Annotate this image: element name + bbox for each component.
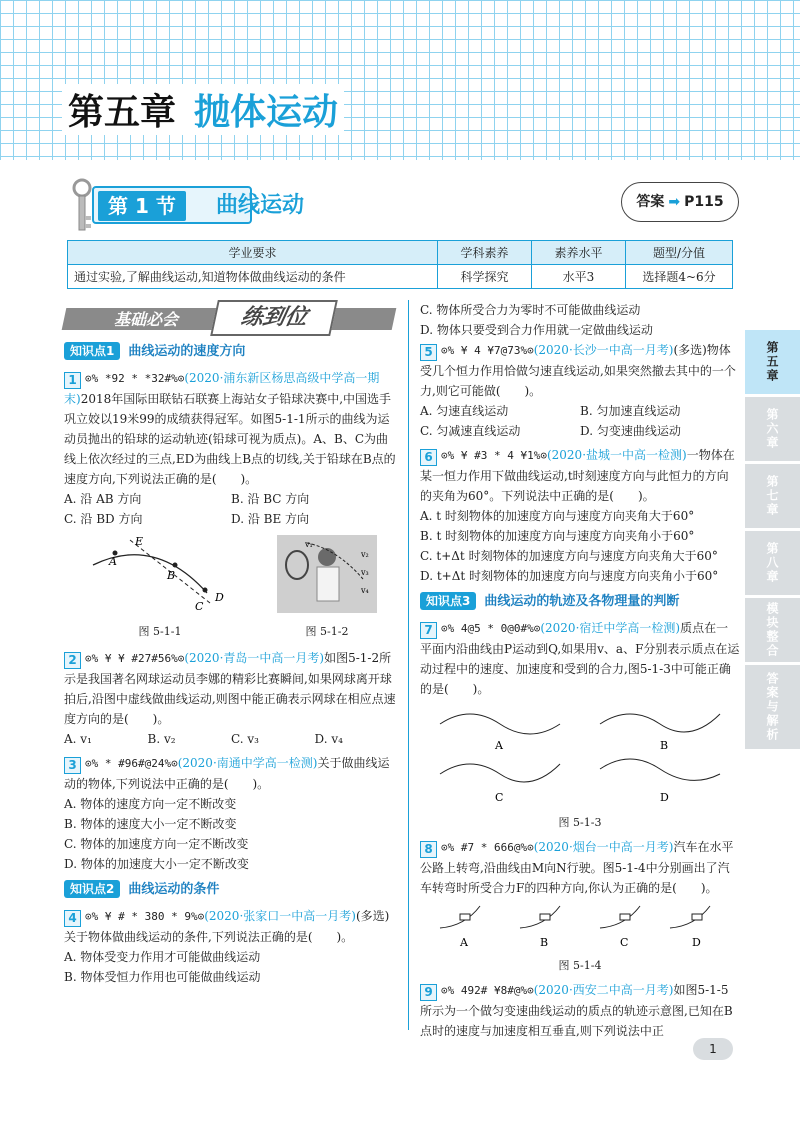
- header-cell: 学科素养: [438, 241, 532, 265]
- question-code: ⊙% ¥ ¥ #27#56%⊙: [85, 652, 185, 665]
- answer-link[interactable]: [621, 182, 739, 222]
- knowledge-point: [64, 342, 398, 362]
- question-code: ⊙% ¥ #3 * 4 ¥1%⊙: [441, 449, 547, 462]
- option[interactable]: B. t 时刻物体的加速度方向与速度方向夹角小于60°: [420, 529, 695, 543]
- option[interactable]: D. t+Δt 时刻物体的加速度方向与速度方向夹角小于60°: [420, 569, 719, 583]
- question-source: (2020·青岛一中高一月考): [184, 651, 325, 665]
- option[interactable]: C. 物体的加速度方向一定不断改变: [64, 837, 249, 851]
- point-label: E: [135, 535, 144, 548]
- left-column: [64, 300, 398, 991]
- option[interactable]: B. v₂: [147, 732, 176, 746]
- table-cell: 选择题4~6分: [626, 265, 733, 289]
- figure-5-1-2: [277, 535, 377, 642]
- option[interactable]: C. t+Δt 时刻物体的加速度方向与速度方向夹角大于60°: [420, 549, 718, 563]
- question-source: (2020·宿迁中学高一检测): [540, 621, 681, 635]
- question-text: 一物体在某一恒力作用下做曲线运动,t时刻速度方向与此恒力的方向的夹角为60°。下列说法中正确的是( )。: [420, 448, 735, 503]
- banner-right-text: 练到位: [210, 300, 338, 336]
- tab-chapter-5[interactable]: 第五章: [745, 330, 800, 394]
- option-label: D: [692, 936, 701, 949]
- option[interactable]: D. 物体的加速度大小一定不断改变: [64, 857, 249, 871]
- question-number: 6: [420, 449, 437, 466]
- answer-label: 答案: [636, 194, 665, 210]
- figure-row: [64, 535, 398, 642]
- option[interactable]: A. v₁: [64, 732, 92, 746]
- question-source: (2020·张家口一中高一月考): [204, 909, 356, 923]
- option[interactable]: B. 物体的速度大小一定不断改变: [64, 817, 237, 831]
- figure-caption: 图 5-1-3: [558, 816, 602, 829]
- section-name: 曲线运动: [216, 193, 305, 218]
- question-7: [420, 618, 740, 833]
- option[interactable]: A. 沿 AB 方向: [64, 492, 142, 506]
- question-source: (2020·盐城一中高一检测): [546, 448, 687, 462]
- option-label: A: [460, 936, 468, 949]
- banner-left-text: 基础必会: [114, 310, 179, 329]
- chapter-tabs: [745, 330, 800, 752]
- chapter-title: [62, 84, 344, 135]
- option[interactable]: A. t 时刻物体的加速度方向与速度方向夹角大于60°: [420, 509, 695, 523]
- section-header: [68, 178, 748, 234]
- tab-chapter-7[interactable]: 第七章: [745, 464, 800, 528]
- option[interactable]: A. 物体的速度方向一定不断改变: [64, 797, 237, 811]
- section-number: 第 1 节: [98, 191, 186, 221]
- option-label: B: [660, 739, 669, 752]
- question-code: ⊙% *92 * *32#%⊙: [85, 372, 185, 385]
- figure-5-1-3: [420, 699, 740, 807]
- section-label: [92, 186, 305, 224]
- question-4: [64, 906, 398, 987]
- tab-module[interactable]: 模块整合: [745, 598, 800, 662]
- option[interactable]: C. 沿 BD 方向: [64, 512, 143, 526]
- question-text: 质点在一平面内沿曲线由P运动到Q,如果用v、a、F分别表示质点在运动过程中的速度、加速度和受到的合力,图5-1-3中可能正确的是( )。: [420, 621, 740, 696]
- question-code: ⊙% ¥ 4 ¥7@73%⊙: [441, 344, 534, 357]
- velocity-label: v₁: [305, 540, 313, 549]
- kp-title: 曲线运动的速度方向: [128, 344, 246, 359]
- question-source: (2020·长沙一中高一月考): [533, 343, 674, 357]
- trajectory-diagram: [85, 535, 235, 613]
- option[interactable]: A. 物体受变力作用才可能做曲线运动: [64, 950, 261, 964]
- kp-tag: 知识点3: [420, 592, 476, 610]
- section-banner: [64, 300, 394, 336]
- question-3: [64, 753, 398, 874]
- question-number: 3: [64, 757, 81, 774]
- option[interactable]: D. 物体只要受到合力作用就一定做曲线运动: [420, 323, 653, 337]
- column-divider: [408, 300, 409, 1030]
- question-number: 2: [64, 652, 81, 669]
- option[interactable]: D. 匀变速曲线运动: [580, 424, 681, 438]
- figure-caption: 图 5-1-4: [558, 959, 602, 972]
- question-text: 2018年国际田联钻石联赛上海站女子铅球决赛中,中国选手巩立姣以19米99的成绩获得冠军。如图5-1-1所示的曲线为运动员抛出的铅球的运动轨迹(铅球可视为质点)。A、B、C为曲线上依次经过的三点,ED为曲线上B点的切线,关于铅球在B点的速度方向,下列说法正确的是( )。: [64, 392, 396, 486]
- option[interactable]: C. v₃: [231, 732, 259, 746]
- tennis-photo: [277, 535, 377, 613]
- question-source: (2020·烟台一中高一月考): [533, 840, 674, 854]
- header-cell: 题型/分值: [626, 241, 733, 265]
- question-source: (2020·南通中学高一检测): [177, 756, 318, 770]
- question-number: 8: [420, 841, 437, 858]
- question-text: 汽车在水平公路上转弯,沿曲线由M向N行驶。图5-1-4中分别画出了汽车转弯时所受合力F的四种方向,你认为正确的是( )。: [420, 840, 734, 895]
- velocity-label: v₂: [361, 550, 369, 559]
- kp-tag: 知识点1: [64, 342, 120, 360]
- table-cell: 水平3: [532, 265, 626, 289]
- question-text: (多选)关于物体做曲线运动的条件,下列说法正确的是( )。: [64, 909, 390, 944]
- question-8: [420, 837, 740, 976]
- header-cell: 学业要求: [68, 241, 438, 265]
- table-cell: 通过实验,了解曲线运动,知道物体做曲线运动的条件: [68, 265, 438, 289]
- option-label: B: [540, 936, 549, 949]
- figure-5-1-1: [85, 535, 235, 642]
- option[interactable]: A. 匀速直线运动: [420, 404, 509, 418]
- point-label: A: [109, 555, 117, 568]
- question-6: [420, 445, 740, 586]
- point-label: C: [195, 600, 204, 613]
- figure-5-1-4: [420, 898, 740, 950]
- tab-chapter-8[interactable]: 第八章: [745, 531, 800, 595]
- question-code: ⊙% ¥ # * 380 * 9%⊙: [85, 910, 205, 923]
- question-1: [64, 368, 398, 529]
- figure-caption: 图 5-1-2: [305, 625, 349, 638]
- question-number: 5: [420, 344, 437, 361]
- question-source: (2020·西安二中高一月考): [533, 983, 674, 997]
- option[interactable]: C. 物体所受合力为零时不可能做曲线运动: [420, 303, 641, 317]
- question-code: ⊙% 492# ¥8#@%⊙: [441, 984, 534, 997]
- answer-page: P115: [684, 194, 724, 210]
- option-label: C: [620, 936, 629, 949]
- question-text: 关于做曲线运动的物体,下列说法中正确的是( )。: [64, 756, 390, 791]
- question-code: ⊙% 4@5 * 0@0#%⊙: [441, 622, 541, 635]
- option-label: C: [495, 791, 504, 804]
- option[interactable]: B. 物体受恒力作用也可能做曲线运动: [64, 970, 261, 984]
- question-5: [420, 340, 740, 441]
- question-9: [420, 980, 740, 1041]
- option[interactable]: B. 匀加速直线运动: [580, 404, 681, 418]
- question-number: 1: [64, 372, 81, 389]
- header-cell: 素养水平: [532, 241, 626, 265]
- question-number: 7: [420, 622, 437, 639]
- header-grid-background: [0, 0, 800, 160]
- point-label: B: [167, 569, 176, 582]
- question-number: 4: [64, 910, 81, 927]
- figure-caption: 图 5-1-1: [138, 625, 182, 638]
- chapter-subtitle: 抛体运动: [194, 92, 339, 133]
- page-number: 1: [693, 1038, 733, 1060]
- option[interactable]: D. 沿 BE 方向: [231, 512, 310, 526]
- option-label: D: [660, 791, 669, 804]
- question-code: ⊙% #7 * 666@%⊙: [441, 841, 534, 854]
- velocity-label: v₃: [361, 568, 369, 577]
- option[interactable]: B. 沿 BC 方向: [231, 492, 310, 506]
- question-2: [64, 648, 398, 749]
- kp-title: 曲线运动的轨迹及各物理量的判断: [484, 594, 680, 609]
- option[interactable]: C. 匀减速直线运动: [420, 424, 521, 438]
- knowledge-point: [64, 880, 398, 900]
- table-cell: 科学探究: [438, 265, 532, 289]
- question-text: (多选)物体受几个恒力作用恰做匀速直线运动,如果突然撤去其中的一个力,则它可能做( )。: [420, 343, 736, 398]
- chapter-number: 第五章: [68, 92, 177, 133]
- question-number: 9: [420, 984, 437, 1001]
- arrow-right-icon: ➡: [668, 194, 681, 210]
- velocity-label: v₄: [361, 586, 369, 595]
- right-column: [420, 300, 740, 1045]
- question-code: ⊙% * #96#@24%⊙: [85, 757, 178, 770]
- requirements-table: [67, 240, 733, 289]
- option[interactable]: D. v₄: [314, 732, 343, 746]
- question-text: 如图5-1-5所示为一个做匀变速曲线运动的质点的轨迹示意图,已知在B点时的速度与加速度相互垂直,则下列说法中正: [420, 983, 733, 1038]
- kp-title: 曲线运动的条件: [128, 882, 220, 897]
- tab-chapter-6[interactable]: 第六章: [745, 397, 800, 461]
- question-text: 如图5-1-2所示是我国著名网球运动员李娜的精彩比赛瞬间,如果网球离开球拍后,沿图中虚线做曲线运动,则图中能正确表示网球在相应点速度方向的是( )。: [64, 651, 396, 726]
- point-label: D: [215, 591, 224, 604]
- kp-tag: 知识点2: [64, 880, 120, 898]
- knowledge-point: [420, 592, 740, 612]
- option-label: A: [495, 739, 503, 752]
- tab-answers[interactable]: 答案与解析: [745, 665, 800, 749]
- question-source: (2020·浦东新区杨思高级中学高一期末): [64, 371, 380, 406]
